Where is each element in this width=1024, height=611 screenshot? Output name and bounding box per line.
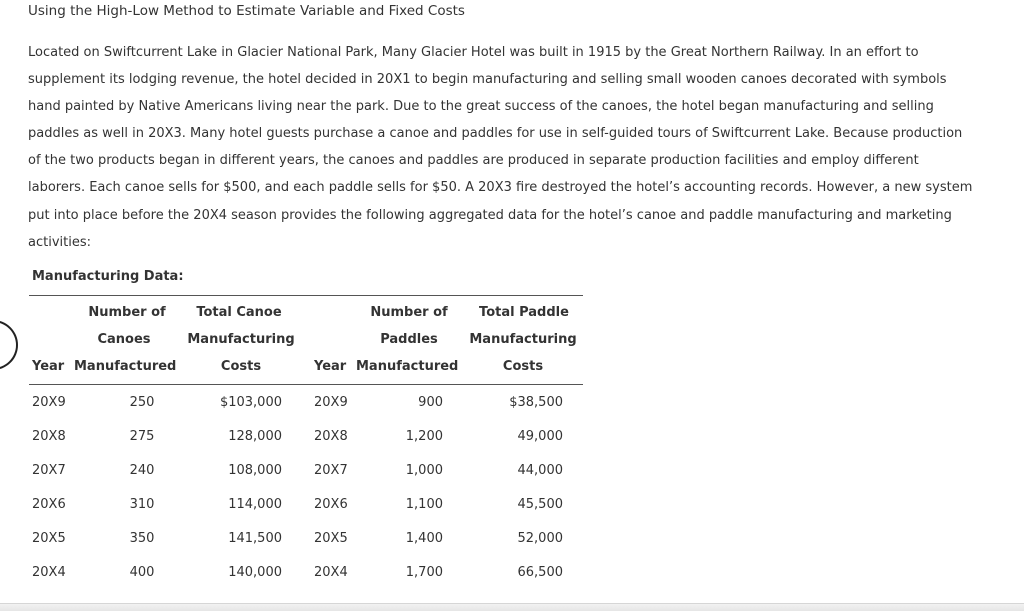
- cell-paddles: 1,400: [405, 531, 443, 546]
- cell-year: 20X8: [32, 429, 66, 444]
- header-year-canoe: Year: [32, 359, 65, 374]
- cell-paddle-cost: 66,500: [517, 565, 563, 580]
- cell-paddles: 1,200: [405, 429, 443, 444]
- cell-year: 20X7: [314, 463, 348, 478]
- cell-paddles: 1,700: [405, 565, 443, 580]
- cell-canoes: 240: [129, 463, 155, 478]
- cell-year: 20X4: [32, 565, 66, 580]
- cell-year: 20X7: [32, 463, 66, 478]
- cell-canoes: 400: [129, 565, 155, 580]
- bottom-scroll-edge: [0, 603, 1024, 611]
- paragraph-line: activities:: [28, 234, 91, 250]
- cell-paddle-cost: $38,500: [509, 395, 563, 410]
- paragraph-line: supplement its lodging revenue, the hotel decided in 20X1 to begin manufacturing and selling small wooden canoes decorated with symbols: [28, 72, 947, 88]
- cell-paddles: 1,000: [405, 463, 443, 478]
- paragraph-line: put into place before the 20X4 season provides the following aggregated data for the hotel’s canoe and paddle manufacturing and marketing: [28, 207, 952, 223]
- header-paddle-cost-line3: Costs: [502, 359, 544, 374]
- cell-paddle-cost: 52,000: [517, 531, 563, 546]
- cell-canoe-cost: 108,000: [228, 463, 282, 478]
- cell-canoes: 250: [129, 395, 155, 410]
- header-paddle-cost-line1: Total Paddle: [479, 305, 569, 320]
- header-paddle-cost-line2: Manufacturing: [469, 332, 577, 347]
- header-paddles-line3: Manufactured: [356, 359, 459, 374]
- cell-canoe-cost: $103,000: [219, 395, 282, 410]
- header-year-paddle: Year: [314, 359, 347, 374]
- header-canoe-cost-line2: Manufacturing: [187, 332, 295, 347]
- cell-paddle-cost: 45,500: [517, 497, 563, 512]
- cell-year: 20X5: [32, 531, 66, 546]
- cell-year: 20X9: [32, 395, 66, 410]
- table-top-rule: [29, 295, 583, 296]
- cell-paddles: 1,100: [405, 497, 443, 512]
- cell-canoe-cost: 140,000: [228, 565, 282, 580]
- header-canoe-cost-line1: Total Canoe: [196, 305, 282, 320]
- cell-year: 20X5: [314, 531, 348, 546]
- header-paddles-line1: Number of: [370, 305, 448, 320]
- cell-paddles: 900: [418, 395, 443, 410]
- cell-year: 20X9: [314, 395, 348, 410]
- cell-year: 20X6: [32, 497, 66, 512]
- cell-canoe-cost: 141,500: [228, 531, 282, 546]
- scroll-edge-decoration: [0, 320, 18, 370]
- cell-year: 20X6: [314, 497, 348, 512]
- header-canoes-line2: Canoes: [97, 332, 151, 347]
- header-canoes-line1: Number of: [88, 305, 166, 320]
- header-canoes-line3: Manufactured: [74, 359, 177, 374]
- paragraph-line: Located on Swiftcurrent Lake in Glacier National Park, Many Glacier Hotel was built in 1915 by the Great Northern Railway. In an effort to: [28, 45, 919, 60]
- cell-paddle-cost: 44,000: [517, 463, 563, 478]
- cell-canoes: 350: [129, 531, 155, 546]
- paragraph-line: hand painted by Native Americans living near the park. Due to the great success of the canoes, the hotel began manufacturing and selling: [28, 99, 934, 115]
- cell-canoes: 275: [129, 429, 155, 444]
- cell-year: 20X8: [314, 429, 348, 444]
- cell-canoes: 310: [129, 497, 155, 512]
- header-paddles-line2: Paddles: [380, 332, 438, 347]
- paragraph-line: laborers. Each canoe sells for $500, and each paddle sells for $50. A 20X3 fire destroyed the hotel’s accounting records. However, a new system: [28, 180, 973, 196]
- cell-paddle-cost: 49,000: [517, 429, 563, 444]
- intro-paragraph: [28, 39, 1021, 256]
- cell-canoe-cost: 128,000: [228, 429, 282, 444]
- section-label: Manufacturing Data:: [32, 269, 184, 284]
- cell-canoe-cost: 114,000: [228, 497, 282, 512]
- header-canoe-cost-line3: Costs: [220, 359, 262, 374]
- table-header-rule: [29, 384, 583, 385]
- paragraph-line: of the two products began in different years, the canoes and paddles are produced in separate production facilities and employ different: [28, 153, 919, 169]
- cell-year: 20X4: [314, 565, 348, 580]
- page-title: Using the High-Low Method to Estimate Variable and Fixed Costs: [28, 3, 465, 19]
- paragraph-line: paddles as well in 20X3. Many hotel guests purchase a canoe and paddles for use in self-guided tours of Swiftcurrent Lake. Because production: [28, 126, 963, 142]
